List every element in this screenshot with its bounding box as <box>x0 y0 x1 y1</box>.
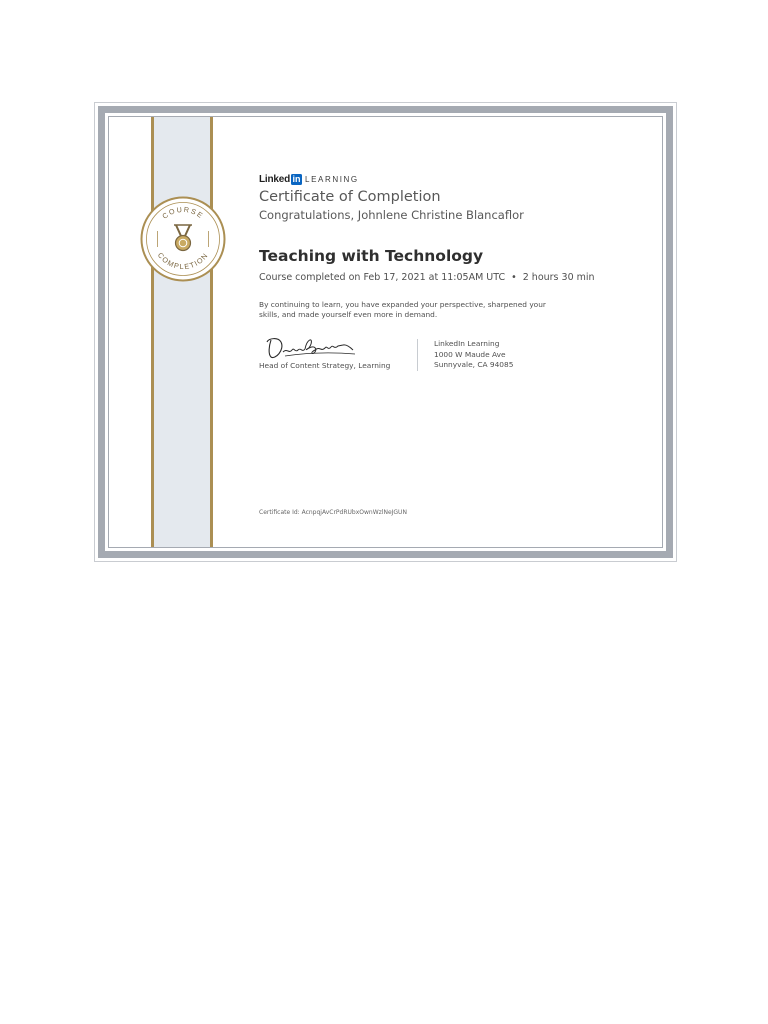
gold-ribbon <box>151 117 213 547</box>
certificate-title: Certificate of Completion <box>259 189 441 205</box>
certificate-id: Certificate Id: AcnpqjAvCrPdRUbxOwnWzlNeJGUN <box>259 509 407 516</box>
certificate-frame <box>98 106 673 558</box>
linkedin-learning-logo <box>259 172 359 186</box>
signature <box>265 334 361 362</box>
separator-dot: • <box>511 272 517 283</box>
logo-in-box: in <box>292 173 301 184</box>
vertical-divider <box>417 339 418 371</box>
logo-learning-text: LEARNING <box>305 174 359 184</box>
completion-line <box>259 272 595 283</box>
address-street: 1000 W Maude Ave <box>434 349 506 359</box>
address-name: LinkedIn Learning <box>434 339 500 348</box>
course-completion-seal <box>140 196 226 282</box>
seal-bottom-text: COMPLETION <box>155 250 211 272</box>
congratulations-line: Congratulations, Johnlene Christine Blancaflor <box>259 208 524 222</box>
body-text <box>259 300 569 320</box>
course-name: Teaching with Technology <box>259 247 484 265</box>
signer-title: Head of Content Strategy, Learning <box>259 361 391 370</box>
address-city: Sunnyvale, CA 94085 <box>434 360 514 369</box>
body-line-2: skills, and made yourself even more in demand. <box>259 310 438 319</box>
completion-date: Course completed on Feb 17, 2021 at 11:05AM UTC <box>259 272 506 283</box>
certificate <box>94 102 677 562</box>
course-duration: 2 hours 30 min <box>522 272 595 283</box>
body-line-1: By continuing to learn, you have expanded your perspective, sharpened your <box>259 300 546 309</box>
logo-linked-text: Linked <box>259 173 291 185</box>
certificate-content <box>259 117 662 547</box>
seal-top-text: COURSE <box>160 204 206 221</box>
certificate-inner <box>108 116 663 548</box>
address-block <box>434 339 513 371</box>
